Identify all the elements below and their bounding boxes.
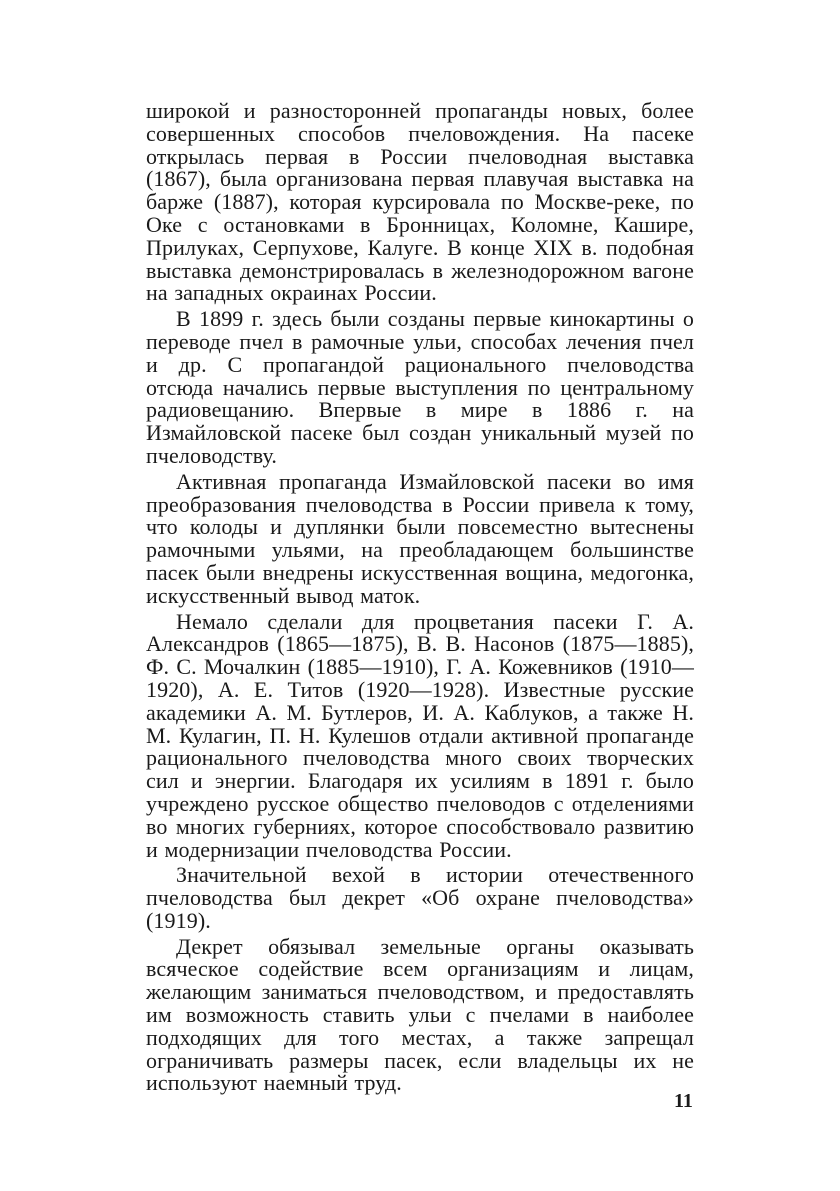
paragraph-decree-details: Декрет обязывал земельные органы оказывать всяческое содействие всем организациям и лицам, желающим заниматься пчеловодством, и предоставлять им возможность ставить ульи с пчелами в наиболее подходящих для того местах, а также запрещал ограничивать размеры пасек, если владельцы их не используют наемный труд.: [146, 933, 694, 1096]
page-body: [146, 100, 694, 1098]
paragraph-active-propaganda: Активная пропаганда Измайловской пасеки во имя преобразования пчеловодства в России привела к тому, что колоды и дуплянки были повсеместно вытеснены рамочными ульями, на преобладающем большинстве пасек были внедрены искусственная вощина, медогонка, искусственный вывод маток.: [146, 468, 694, 608]
paragraph-decree: Значительной вехой в истории отечественного пчеловодства был декрет «Об охране пчеловодства» (1919).: [146, 862, 694, 933]
paragraph-1899-films: В 1899 г. здесь были созданы первые кинокартины о переводе пчел в рамочные ульи, способах лечения пчел и др. С пропагандой рационального пчеловодства отсюда начались первые выступления по центральному радиовещанию. Впервые в мире в 1886 г. на Измайловской пасеке был создан уникальный музей по пчеловодству.: [146, 306, 694, 468]
paragraph-contributors: Немало сделали для процветания пасеки Г. А. Александров (1865—1875), В. В. Насонов (1875—1885), Ф. С. Мочалкин (1885—1910), Г. А. Кожевников (1910—1920), А. Е. Титов (1920—1928). Известные русские академики А. М. Бутлеров, И. А. Каблуков, а также Н. М. Кулагин, П. Н. Кулешов отдали активной пропаганде рационального пчеловодства много своих творческих сил и энергии. Благодаря их усилиям в 1891 г. было учреждено русское общество пчеловодов с отделениями во многих губерниях, которое способствовало развитию и модернизации пчеловодства России.: [146, 608, 694, 862]
paragraph-continuation: широкой и разносторонней пропаганды новых, более совершенных способов пчеловождения. На пасеке открылась первая в России пчеловодная выставка (1867), была организована первая плавучая выставка на барже (1887), которая курсировала по Москве-реке, по Оке с остановками в Бронницах, Коломне, Кашире, Прилуках, Серпухове, Калуге. В конце XIX в. подобная выставка демонстрировалась в железнодорожном вагоне на западных окраинах России.: [146, 98, 694, 306]
page-number: 11: [674, 1090, 693, 1112]
